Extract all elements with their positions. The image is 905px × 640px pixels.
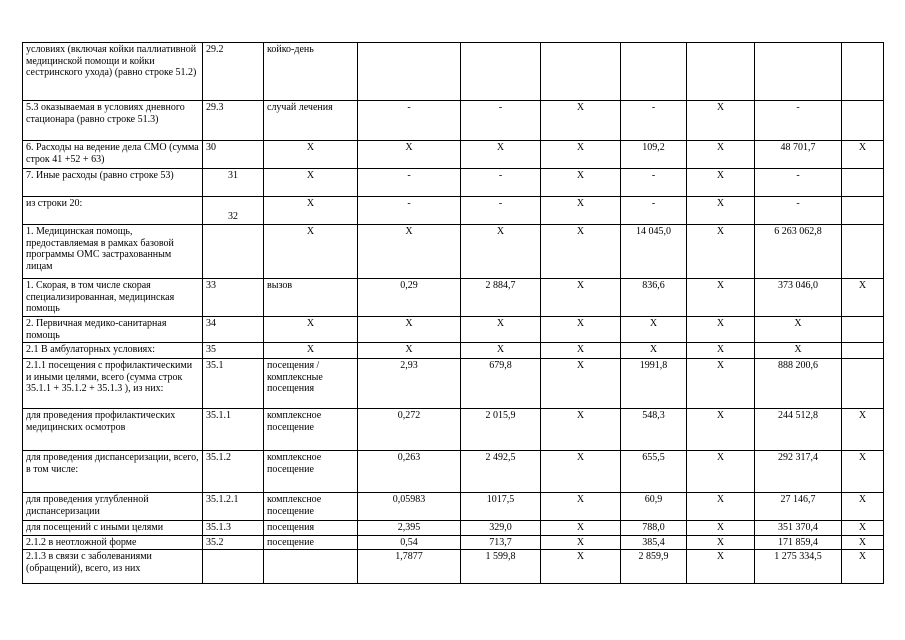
unit-cell: комплексное посещение <box>264 451 358 493</box>
table-row <box>23 359 884 409</box>
volume-norm-cell: 2,93 <box>358 359 461 409</box>
row-name-cell: 2.1 В амбулаторных условиях: <box>23 343 203 359</box>
unit-cell: койко-день <box>264 43 358 101</box>
row-code-cell: 35.1.1 <box>203 409 264 451</box>
total-cost-cell: 171 859,4 <box>755 535 842 550</box>
table-row <box>23 409 884 451</box>
volume-norm-cell: 0,54 <box>358 535 461 550</box>
volume-norm-cell: X <box>358 141 461 169</box>
total-cost-cell <box>755 43 842 101</box>
row-name-cell: 2. Первичная медико-санитарная помощь <box>23 317 203 343</box>
per-capita-cell: 109,2 <box>621 141 687 169</box>
volume-norm-cell: 2,395 <box>358 521 461 536</box>
unit-cell: X <box>264 343 358 359</box>
col-j-cell: X <box>842 550 884 584</box>
unit-cell: посещения <box>264 521 358 536</box>
unit-cell: посещения / комплексные посещения <box>264 359 358 409</box>
total-cost-cell: - <box>755 169 842 197</box>
row-name-cell: для проведения профилактических медицинских осмотров <box>23 409 203 451</box>
total-cost-cell: X <box>755 317 842 343</box>
row-code-cell: 33 <box>203 279 264 317</box>
unit-cell <box>264 550 358 584</box>
volume-norm-cell: 0,272 <box>358 409 461 451</box>
row-name-cell: 2.1.1 посещения с профилактическими и иными целями, всего (сумма строк 35.1.1 + 35.1.2 + 35.1.3 ), из них: <box>23 359 203 409</box>
per-capita-cell: 548,3 <box>621 409 687 451</box>
col-h-cell: X <box>687 493 755 521</box>
document-page <box>22 42 883 584</box>
row-name-cell: условиях (включая койки паллиативной медицинской помощи и койки сестринского ухода) (равно строке 51.2) <box>23 43 203 101</box>
unit-cell: комплексное посещение <box>264 493 358 521</box>
col-f-cell: X <box>541 141 621 169</box>
col-j-cell: X <box>842 409 884 451</box>
table-row <box>23 493 884 521</box>
row-name-cell: 1. Скорая, в том числе скорая специализированная, медицинская помощь <box>23 279 203 317</box>
col-j-cell <box>842 225 884 279</box>
col-f-cell: X <box>541 493 621 521</box>
col-h-cell: X <box>687 141 755 169</box>
col-h-cell: X <box>687 317 755 343</box>
row-code-cell: 35.1 <box>203 359 264 409</box>
unit-cell: X <box>264 225 358 279</box>
cost-norm-cell: 2 492,5 <box>461 451 541 493</box>
unit-cell: комплексное посещение <box>264 409 358 451</box>
col-j-cell <box>842 343 884 359</box>
col-f-cell <box>541 43 621 101</box>
table-row <box>23 197 884 225</box>
row-name-cell: для проведения углубленной диспансеризации <box>23 493 203 521</box>
cost-norm-cell: 2 884,7 <box>461 279 541 317</box>
volume-norm-cell: - <box>358 169 461 197</box>
row-name-cell: 7. Иные расходы (равно строке 53) <box>23 169 203 197</box>
per-capita-cell: 655,5 <box>621 451 687 493</box>
col-f-cell: X <box>541 550 621 584</box>
row-code-cell: 30 <box>203 141 264 169</box>
row-code-cell: 32 <box>203 197 264 225</box>
cost-norm-cell: 713,7 <box>461 535 541 550</box>
col-h-cell: X <box>687 451 755 493</box>
col-f-cell: X <box>541 451 621 493</box>
col-f-cell: X <box>541 279 621 317</box>
row-name-cell: 2.1.2 в неотложной форме <box>23 535 203 550</box>
table-row <box>23 279 884 317</box>
col-h-cell: X <box>687 535 755 550</box>
col-j-cell <box>842 43 884 101</box>
col-j-cell <box>842 197 884 225</box>
col-j-cell: X <box>842 141 884 169</box>
col-f-cell: X <box>541 197 621 225</box>
col-j-cell <box>842 101 884 141</box>
col-h-cell: X <box>687 550 755 584</box>
row-code-cell: 35 <box>203 343 264 359</box>
per-capita-cell: 836,6 <box>621 279 687 317</box>
row-code-cell: 35.2 <box>203 535 264 550</box>
col-f-cell: X <box>541 317 621 343</box>
col-h-cell: X <box>687 169 755 197</box>
col-h-cell: X <box>687 225 755 279</box>
col-f-cell: X <box>541 409 621 451</box>
table-row <box>23 343 884 359</box>
volume-norm-cell: 0,05983 <box>358 493 461 521</box>
financing-table <box>22 42 884 584</box>
total-cost-cell: 373 046,0 <box>755 279 842 317</box>
volume-norm-cell: 1,7877 <box>358 550 461 584</box>
col-h-cell <box>687 43 755 101</box>
table-row <box>23 225 884 279</box>
total-cost-cell: 1 275 334,5 <box>755 550 842 584</box>
unit-cell: вызов <box>264 279 358 317</box>
col-f-cell: X <box>541 535 621 550</box>
volume-norm-cell: - <box>358 197 461 225</box>
total-cost-cell: 6 263 062,8 <box>755 225 842 279</box>
row-name-cell: из строки 20: <box>23 197 203 225</box>
cost-norm-cell: X <box>461 343 541 359</box>
row-name-cell: для посещений с иными целями <box>23 521 203 536</box>
per-capita-cell: 1991,8 <box>621 359 687 409</box>
volume-norm-cell: X <box>358 343 461 359</box>
volume-norm-cell <box>358 43 461 101</box>
cost-norm-cell: X <box>461 141 541 169</box>
table-row <box>23 535 884 550</box>
col-h-cell: X <box>687 521 755 536</box>
volume-norm-cell: 0,263 <box>358 451 461 493</box>
cost-norm-cell <box>461 43 541 101</box>
row-code-cell: 35.1.3 <box>203 521 264 536</box>
row-code-cell: 35.1.2.1 <box>203 493 264 521</box>
col-f-cell: X <box>541 343 621 359</box>
total-cost-cell: 888 200,6 <box>755 359 842 409</box>
per-capita-cell: 2 859,9 <box>621 550 687 584</box>
row-name-cell: 6. Расходы на ведение дела СМО (сумма строк 41 +52 + 63) <box>23 141 203 169</box>
volume-norm-cell: - <box>358 101 461 141</box>
per-capita-cell: X <box>621 317 687 343</box>
cost-norm-cell: - <box>461 169 541 197</box>
row-code-cell: 34 <box>203 317 264 343</box>
table-row <box>23 169 884 197</box>
total-cost-cell: X <box>755 343 842 359</box>
cost-norm-cell: - <box>461 197 541 225</box>
row-code-cell: 31 <box>203 169 264 197</box>
table-body <box>23 43 884 584</box>
row-code-cell <box>203 225 264 279</box>
cost-norm-cell: 1 599,8 <box>461 550 541 584</box>
row-name-cell: 2.1.3 в связи с заболеваниями (обращений), всего, из них <box>23 550 203 584</box>
per-capita-cell <box>621 43 687 101</box>
col-j-cell <box>842 359 884 409</box>
per-capita-cell: - <box>621 197 687 225</box>
unit-cell: X <box>264 317 358 343</box>
table-row <box>23 101 884 141</box>
unit-cell: посещение <box>264 535 358 550</box>
col-f-cell: X <box>541 359 621 409</box>
unit-cell: X <box>264 197 358 225</box>
col-f-cell: X <box>541 521 621 536</box>
row-code-cell: 29.3 <box>203 101 264 141</box>
row-name-cell: для проведения диспансеризации, всего, в том числе: <box>23 451 203 493</box>
col-j-cell: X <box>842 493 884 521</box>
total-cost-cell: 292 317,4 <box>755 451 842 493</box>
col-j-cell <box>842 317 884 343</box>
cost-norm-cell: X <box>461 317 541 343</box>
col-j-cell: X <box>842 535 884 550</box>
row-name-cell: 5.3 оказываемая в условиях дневного стационара (равно строке 51.3) <box>23 101 203 141</box>
col-f-cell: X <box>541 101 621 141</box>
cost-norm-cell: 1017,5 <box>461 493 541 521</box>
cost-norm-cell: - <box>461 101 541 141</box>
per-capita-cell: X <box>621 343 687 359</box>
unit-cell: X <box>264 141 358 169</box>
col-j-cell <box>842 169 884 197</box>
col-j-cell: X <box>842 451 884 493</box>
table-row <box>23 317 884 343</box>
total-cost-cell: - <box>755 101 842 141</box>
row-code-cell: 35.1.2 <box>203 451 264 493</box>
col-h-cell: X <box>687 101 755 141</box>
volume-norm-cell: 0,29 <box>358 279 461 317</box>
col-h-cell: X <box>687 343 755 359</box>
unit-cell: случай лечения <box>264 101 358 141</box>
table-row <box>23 521 884 536</box>
per-capita-cell: 385,4 <box>621 535 687 550</box>
cost-norm-cell: X <box>461 225 541 279</box>
col-h-cell: X <box>687 409 755 451</box>
col-j-cell: X <box>842 279 884 317</box>
row-code-cell <box>203 550 264 584</box>
total-cost-cell: 244 512,8 <box>755 409 842 451</box>
col-h-cell: X <box>687 359 755 409</box>
row-code-cell: 29.2 <box>203 43 264 101</box>
volume-norm-cell: X <box>358 317 461 343</box>
col-f-cell: X <box>541 169 621 197</box>
col-h-cell: X <box>687 279 755 317</box>
col-h-cell: X <box>687 197 755 225</box>
volume-norm-cell: X <box>358 225 461 279</box>
total-cost-cell: 48 701,7 <box>755 141 842 169</box>
total-cost-cell: - <box>755 197 842 225</box>
table-row <box>23 43 884 101</box>
per-capita-cell: 788,0 <box>621 521 687 536</box>
per-capita-cell: 60,9 <box>621 493 687 521</box>
table-row <box>23 141 884 169</box>
cost-norm-cell: 679,8 <box>461 359 541 409</box>
table-row <box>23 550 884 584</box>
total-cost-cell: 27 146,7 <box>755 493 842 521</box>
table-row <box>23 451 884 493</box>
col-j-cell: X <box>842 521 884 536</box>
col-f-cell: X <box>541 225 621 279</box>
row-name-cell: 1. Медицинская помощь, предоставляемая в рамках базовой программы ОМС застрахованным лицам <box>23 225 203 279</box>
cost-norm-cell: 2 015,9 <box>461 409 541 451</box>
unit-cell: X <box>264 169 358 197</box>
per-capita-cell: - <box>621 169 687 197</box>
total-cost-cell: 351 370,4 <box>755 521 842 536</box>
cost-norm-cell: 329,0 <box>461 521 541 536</box>
per-capita-cell: 14 045,0 <box>621 225 687 279</box>
per-capita-cell: - <box>621 101 687 141</box>
